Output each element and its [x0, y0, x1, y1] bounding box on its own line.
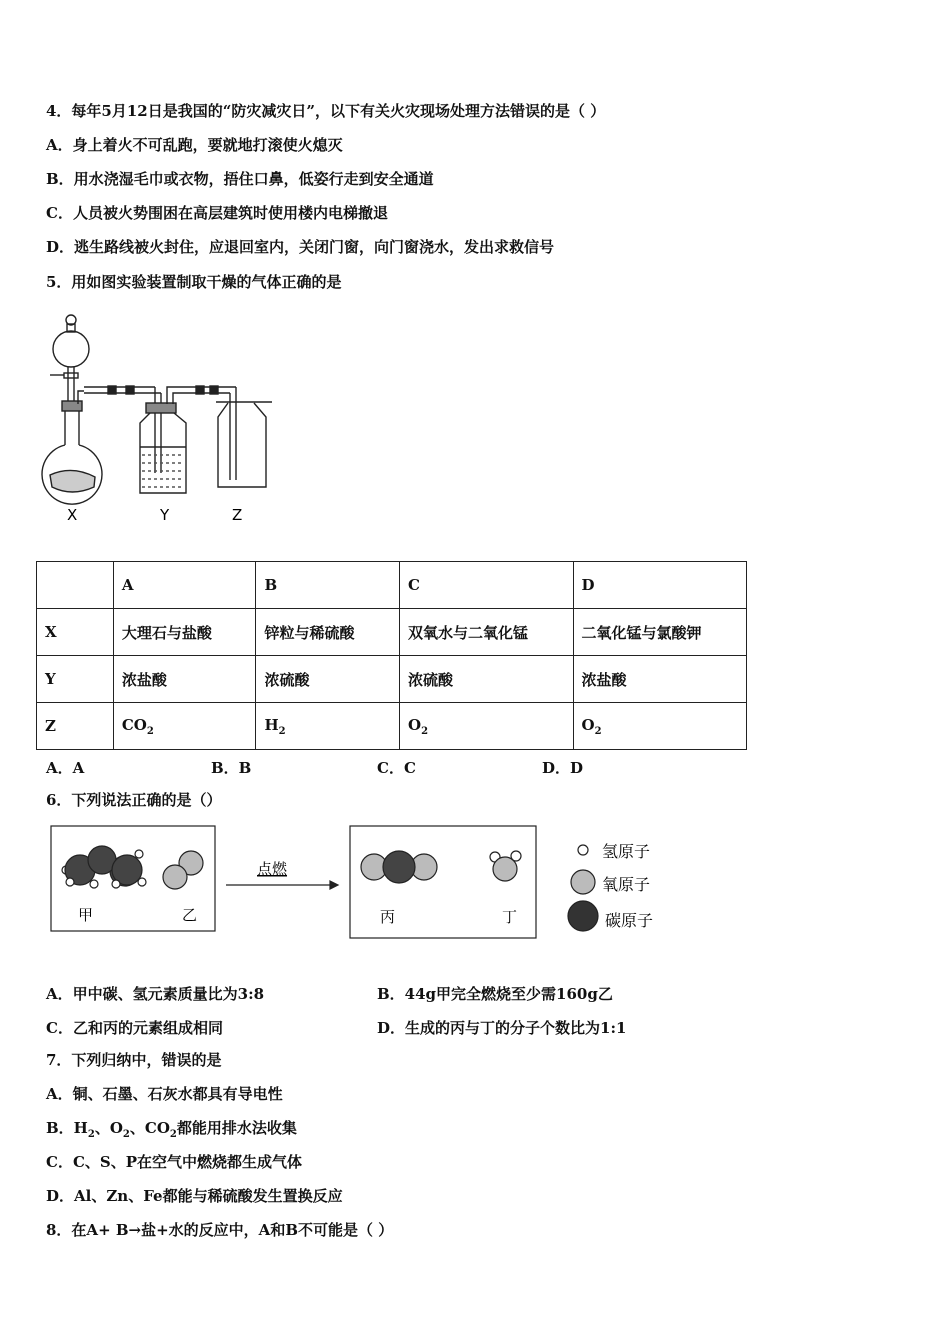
- table-cell: X: [37, 609, 114, 656]
- table-row: [37, 609, 747, 656]
- legend-oxygen: 氧原子: [602, 875, 651, 894]
- q5-stem: 5．用如图实验装置制取干燥的气体正确的是: [46, 273, 342, 291]
- q5-answer-d: D．D: [542, 759, 584, 777]
- formula-subscript: 2: [278, 725, 286, 737]
- formula-subscript: 2: [87, 1129, 95, 1140]
- formula-subscript: 2: [169, 1129, 177, 1140]
- table-cell: [400, 703, 573, 750]
- label-x: X: [67, 506, 78, 524]
- table-cell: B: [256, 562, 400, 609]
- q4-option-c: C．人员被火势围困在高层建筑时使用楼内电梯撤退: [46, 204, 388, 222]
- formula-text: CO: [121, 715, 147, 734]
- label-bing: 丙: [380, 908, 396, 926]
- legend-hydrogen: 氢原子: [602, 842, 651, 861]
- q6-option-a: A．甲中碳、氢元素质量比为3:8: [46, 985, 265, 1003]
- q6-option-d: D．生成的丙与丁的分子个数比为1:1: [377, 1019, 627, 1037]
- gas-apparatus-figure: [40, 305, 280, 530]
- table-cell: 大理石与盐酸: [113, 609, 256, 656]
- table-cell: 浓硫酸: [256, 656, 400, 703]
- table-header-row: [37, 562, 747, 609]
- table-cell: A: [113, 562, 256, 609]
- q6-option-b: B．44g甲完全燃烧至少需160g乙: [377, 985, 613, 1003]
- q5-answer-c: C．C: [377, 759, 416, 777]
- table-cell: [37, 562, 114, 609]
- q5-table: [36, 561, 747, 750]
- table-row: [37, 656, 747, 703]
- q5-answer-b: B．B: [211, 759, 252, 777]
- q5-answer-a: A．A: [46, 759, 85, 777]
- table-cell: 浓盐酸: [113, 656, 256, 703]
- q6-option-c: C．乙和丙的元素组成相同: [46, 1019, 223, 1037]
- q7-option-d: D．Al、Zn、Fe都能与稀硫酸发生置换反应: [46, 1187, 343, 1205]
- formula-text: H: [264, 715, 279, 734]
- table-cell: 浓盐酸: [573, 656, 747, 703]
- table-cell: 浓硫酸: [400, 656, 573, 703]
- table-cell: [256, 703, 400, 750]
- table-cell: 二氧化锰与氯酸钾: [573, 609, 747, 656]
- table-cell: 双氧水与二氧化锰: [400, 609, 573, 656]
- q7-option-a: A．铜、石墨、石灰水都具有导电性: [46, 1085, 283, 1103]
- q4-option-a: A．身上着火不可乱跑，要就地打滚使火熄灭: [46, 136, 343, 154]
- formula-subscript: 2: [421, 725, 429, 737]
- legend-carbon: 碳原子: [605, 911, 654, 930]
- formula-text: 、CO: [129, 1119, 170, 1137]
- label-jia: 甲: [78, 906, 94, 924]
- q4-stem: 4．每年5月12日是我国的“防灾减灾日”，以下有关火灾现场处理方法错误的是（ ）: [46, 102, 606, 120]
- q4-option-d: D．逃生路线被火封住，应退回室内，关闭门窗，向门窗浇水，发出求救信号: [46, 238, 555, 256]
- reaction-condition: 点燃: [257, 860, 288, 878]
- formula-text: O: [408, 715, 422, 734]
- table-cell: [573, 703, 747, 750]
- q7-option-c: C．C、S、P在空气中燃烧都生成气体: [46, 1153, 302, 1171]
- label-yi: 乙: [182, 906, 198, 924]
- formula-subscript: 2: [146, 725, 154, 737]
- formula-text: B．H: [46, 1119, 88, 1137]
- label-y: Y: [160, 506, 170, 524]
- q4-option-b: B．用水浇湿毛巾或衣物，捂住口鼻，低姿行走到安全通道: [46, 170, 434, 188]
- label-ding: 丁: [502, 908, 518, 926]
- formula-text: 、O: [94, 1119, 123, 1137]
- table-cell: Y: [37, 656, 114, 703]
- table-cell: Z: [37, 703, 114, 750]
- formula-subscript: 2: [122, 1129, 130, 1140]
- table-row: [37, 703, 747, 750]
- q6-stem: 6．下列说法正确的是（）: [46, 791, 222, 809]
- q8-stem: 8．在A+ B→盐+水的反应中，A和B不可能是（ ）: [46, 1221, 394, 1239]
- table-cell: [113, 703, 256, 750]
- molecule-reaction-figure: [50, 824, 670, 944]
- formula-subscript: 2: [594, 725, 602, 737]
- formula-text: O: [581, 715, 595, 734]
- table-cell: 锌粒与稀硫酸: [256, 609, 400, 656]
- q7-stem: 7．下列归纳中，错误的是: [46, 1051, 222, 1069]
- table-cell: D: [573, 562, 747, 609]
- label-z: Z: [232, 506, 243, 524]
- q7-option-b: [46, 1118, 297, 1145]
- formula-text: 都能用排水法收集: [176, 1119, 297, 1137]
- table-cell: C: [400, 562, 573, 609]
